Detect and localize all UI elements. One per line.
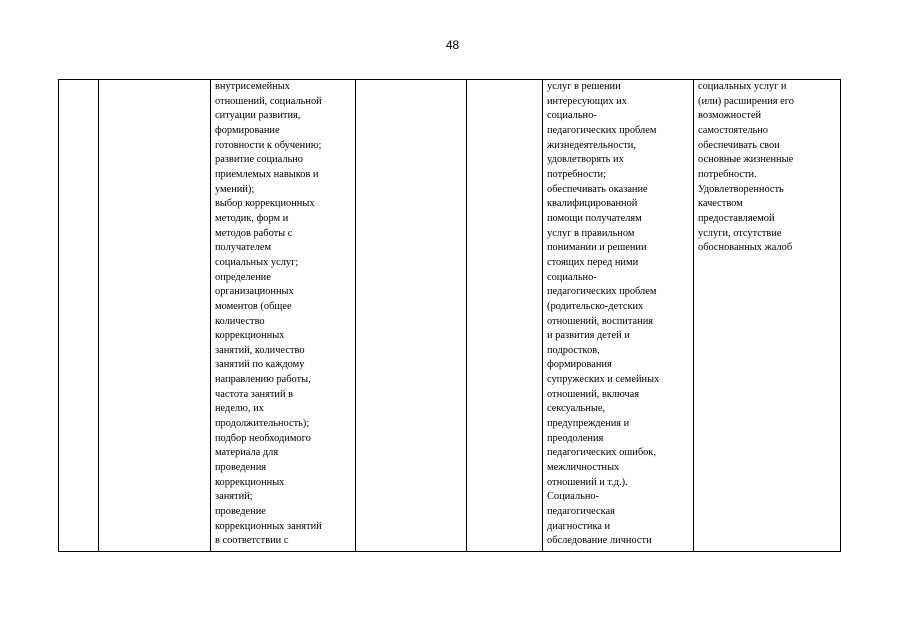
page-number: 48: [445, 38, 460, 52]
table-cell-col4: [356, 80, 467, 552]
table-cell-col1: [59, 80, 99, 552]
table-cell-col3: внутрисемейных отношений, социальной ситуации развития, формирование готовности к обучению; развитие социально приемлемых навыков и умений); выбор коррекционных методик, форм и методов работы с получателем социальных услуг; определение организационных моментов (общее количество коррекционных занятий, количество занятий по каждому направлению работы, частота занятий в неделю, их продолжительность); подбор необходимого материала для проведения коррекционных занятий; проведение коррекционных занятий в соответствии с: [211, 80, 356, 552]
table-cell-col6: услуг в решении интересующих их социально- педагогических проблем жизнедеятельности, удовлетворять их потребности; обеспечивать оказание квалифицированной помощи получателям услуг в правильном понимании и решении стоящих перед ними социально- педагогических проблем (родительско-детских отношений, воспитания и развития детей и подростков, формирования супружеских и семейных отношений, включая сексуальные, предупреждения и преодоления педагогических ошибок, межличностных отношений и т.д.). Социально- педагогическая диагностика и обследование личности: [543, 80, 694, 552]
table-cell-col5: [467, 80, 543, 552]
table-cell-col2: [99, 80, 211, 552]
table-cell-col7: социальных услуг и (или) расширения его возможностей самостоятельно обеспечивать свои основные жизненные потребности. Удовлетворенность качеством предоставляемой услуги, отсутствие обоснованных жалоб: [694, 80, 841, 552]
services-table: [58, 79, 841, 552]
table-row: [59, 80, 841, 552]
